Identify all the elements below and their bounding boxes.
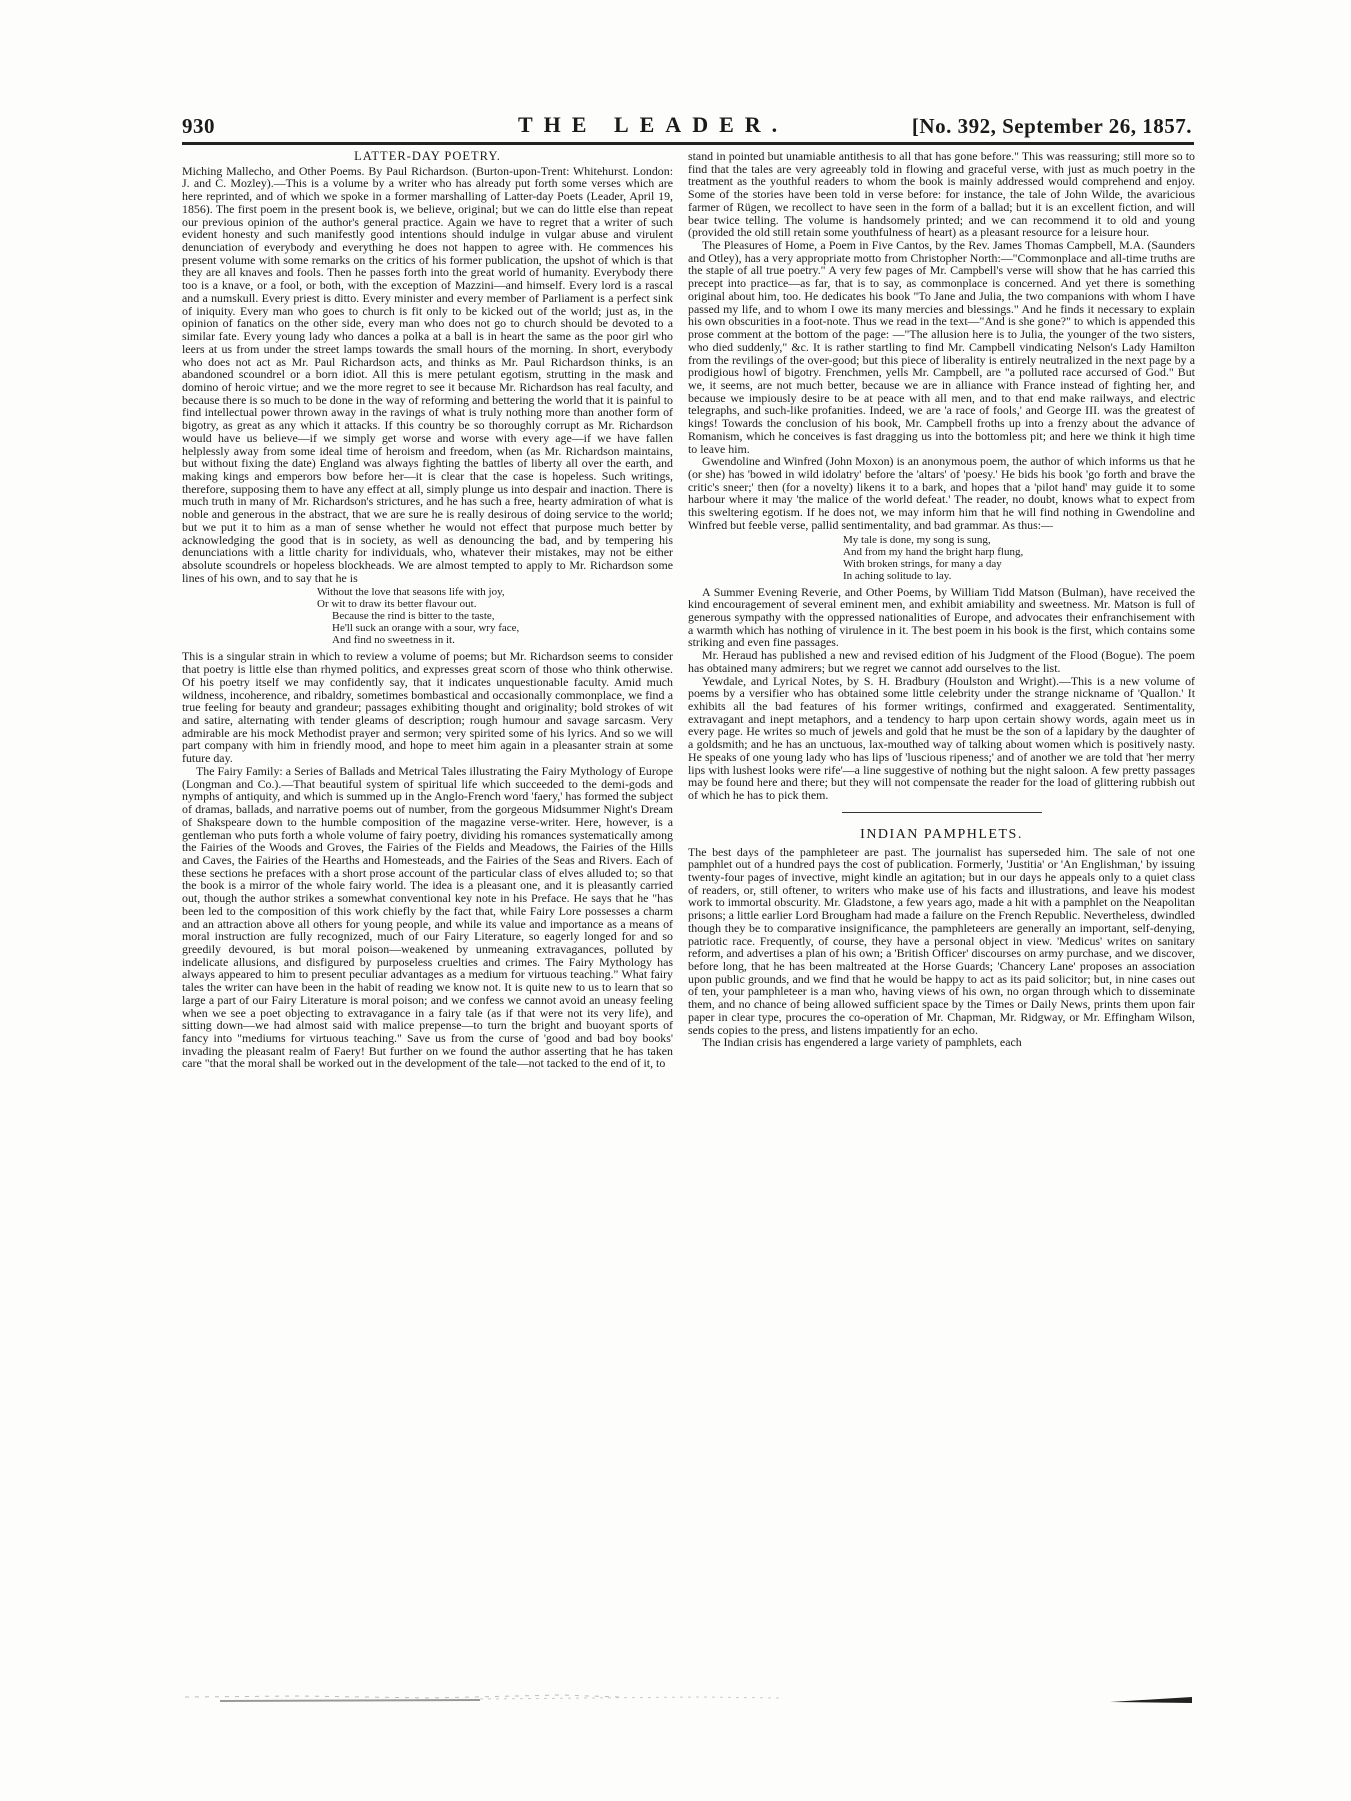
section-heading-latter-day-poetry: LATTER-DAY POETRY. [354,150,501,163]
section-heading-indian-pamphlets: INDIAN PAMPHLETS. [860,826,1023,842]
verse-line: And find no sweetness in it. [332,634,455,647]
verse-line: Because the rind is bitter to the taste, [332,610,495,623]
newspaper-title: THE LEADER. [518,112,789,137]
right-column [688,150,1195,1585]
article-indian-pamphlets: The best days of the pamphleteer are past. The journalist has superseded him. The sale of not one pamphlet out of a hundred pays the cost of publication. Formerly, 'Justitia' or 'An Englishman,' by issuing twenty-four pages of invective, might kindle an agitation; but in our days he appeals only to a quiet class of readers, or, still oftener, to writers who make use of his facts and illustrations, and leave his modest work to immortal obscurity. Mr. Gladstone, a few years ago, made a hit with a pamphlet on the Neapolitan prisons; a little earlier Lord Brougham had made a failure on the French Republic. Nevertheless, dwindled though they be to comparative insignificance, the pamphleteers are generally an important, self-denying, patriotic race. Frequently, of course, they have a personal object in view. 'Medicus' writes on sanitary reform, and advertises a plan of his own; a 'British Officer' discourses on army purchase, and we discover, before long, that he has been maltreated at the Horse Guards; 'Chancery Lane' proposes an association upon public grounds, and we find that he would be happy to act as its paid solicitor; but, in nine cases out of ten, your pamphleteer is a man who, having views of his own, no organ through which to disseminate them, and no chance of being allowed sufficient space by the Times or Daily News, prints them upon fair paper in clear type, procures the co-operation of Mr. Chapman, Mr. Ridgway, or Mr. Effingham Wilson, sends copies to the press, and listens impatiently for an echo. [688,844,1195,1037]
page-number: 930 [182,114,215,138]
verse-line: With broken strings, for many a day [843,557,1002,570]
review-fairy-family-continued: stand in pointed but unamiable antithesis to all that has gone before." This was reassuring; still more so to find that the tales are very agreeably told in flowing and graceful verse, with just as much poetry in the treatment as the youthful readers to whom the book is mainly addressed would comprehend and enjoy. Some of the stories have been told in verse before: for instance, the tale of John Wilde, the avaricious farmer of Rügen, we recollect to have seen in the form of a ballad; but it is an excellent fiction, and will bear twice telling. The volume is handsomely printed; and we can recommend it to old and young (provided the old still retain some youthfulness of heart) as a pleasant resource for a leisure hour. [688,150,1195,240]
verse-line: In aching solitude to lay. [843,569,952,582]
verse-line: Or wit to draw its better flavour out. [317,598,477,611]
verse-line: And from my hand the bright harp flung, [843,545,1024,558]
scan-artifact-streak [180,1685,1195,1705]
masthead [182,112,1192,142]
verse-line: My tale is done, my song is sung, [843,533,991,546]
review-miching-mallecho: Miching Mallecho, and Other Poems. By Paul Richardson. (Burton-upon-Trent: Whitehurst. London: J. and C. Mozley).—This is a volume by a writer who has already put forth some verses which are here reprinted, and of which we spoke in a former marshalling of Latter-day Poets (Leader, April 19, 1856). The first poem in the present book is, we believe, original; but we can do little else than repeat our previous opinion of the author's general practice. Again we have to regret that a writer of such evident honesty and such manifestly good intentions should indulge in vulgar abuse and virulent denunciation of everybody and everything he does not happen to agree with. He commences his present volume with some remarks on the critics of his former publication, the upshot of which is that they are all knaves and fools. Then he passes forth into the great world of humanity. Everybody there too is a knave, or a fool, or both, with the exception of Mazzini—and himself. Every lord is a rascal and a numskull. Every priest is ditto. Every minister and every member of Parliament is a perfect sink of iniquity. Every man who goes to church is fit only to be kicked out of the world; just as, in the opinion of fanatics on the other side, every man who does not go to church should be devoted to a similar fate. Every young lady who dances a polka at a ball is in heart the same as the poor girl who leers at us from under the street lamps towards the small hours of the morning. In short, everybody who does not act as Mr. Paul Richardson acts, and thinks as Mr. Paul Richardson thinks, is an abandoned scoundrel or a born idiot. All this is mere petulant egotism, strutting in the mask and domino of heroic virtue; and we the more regret to see it because Mr. Richardson has real faculty, and because there is so much to be done in the way of reforming and bettering the world that it is painful to find intellectual power thrown away in the ravings of what is truly nothing more than another form of bigotry, as great as any which it attacks. If this country be so thoroughly corrupt as Mr. Richardson would have us believe—if we simply get worse and worse with every age—if we have fallen helplessly away from some ideal time of heroism and freedom, when (as Mr. Richardson maintains, but without fixing the date) England was always fighting the battles of liberty all over the earth, and making kings and emperors bow before her—it is clear that the case is hopeless. Such writings, therefore, supposing them to have any effect at all, simply plunge us into despair and inaction. There is much truth in many of Mr. Richardson's strictures, and he has such a free, hearty admiration of what is noble and generous in the abstract, that we are sure he is really desirous of doing service to the world; but we put it to him as a man of sense whether he would not effect that purpose much better by acknowledging the good that is in society, as well as denouncing the bad, and by tempering his denunciations with a little charity for individuals, who, whatever their mistakes, may not be either absolute scoundrels or hopeless blockheads. We are almost tempted to apply to Mr. Richardson some lines of his own, and to say that he is [182,163,673,585]
section-divider [842,812,1042,813]
review-judgment-of-the-flood: Mr. Heraud has published a new and revised edition of his Judgment of the Flood (Bogue). The poem has obtained many admirers; but we regret we cannot add ourselves to the list. [688,648,1195,675]
article-indian-pamphlets-continued: The Indian crisis has engendered a large variety of pamphlets, each [702,1035,1022,1050]
left-column [182,150,673,1585]
review-richardson-conclusion: This is a singular strain in which to review a volume of poems; but Mr. Richardson seems to consider that poetry is little else than rhymed politics, and expresses great scorn of those who think otherwise. Of his poetry itself we may confidently say, that it indicates unquestionable faculty. Amid much wildness, incoherence, and ribaldry, sometimes bombastical and occasionally commonplace, we find a true feeling for beauty and grandeur; passages exhibiting thought and originality; bold strokes of wit and satire, alternating with tender gleams of description; rough humour and savage sarcasm. Very admirable are his mock Methodist prayer and sermon; very spirited some of his lyrics. And so we will part company with him in friendly mood, and hope to meet him again in a pleasanter strain at some future day. [182,649,673,766]
review-yewdale: Yewdale, and Lyrical Notes, by S. H. Bradbury (Houlston and Wright).—This is a new volume of poems by a versifier who has obtained some little celebrity under the strange nickname of 'Quallon.' It exhibits all the bad features of his former writings, confirmed and exaggerated. Sentimentality, extravagant and inept metaphors, and a tendency to harp upon certain showy words, again meet us in every page. He writes so much of jewels and gold that he must be the son of a lapidary by the daughter of a goldsmith; and he has an unctuous, lax-mouthed way of talking about women which is positively nasty. He speaks of one young lady who has lips of 'luscious ripeness;' and of another we are told that 'her merry lips with lushest looks were rife'—a line suggestive of nothing but the night saloon. A few pretty passages may be found here and there; but they will not compensate the reader for the load of glittering rubbish out of which he has to pick them. [688,673,1195,803]
issue-date: [No. 392, September 26, 1857. [911,114,1192,138]
verse-line: Without the love that seasons life with joy, [317,586,505,599]
quoted-verse-gwendoline [688,534,1195,582]
review-summer-evening-reverie: A Summer Evening Reverie, and Other Poems, by William Tidd Matson (Bulman), have received the kind encouragement of several eminent men, and exhibit amiability and sweetness. Mr. Matson is full of generous sympathy with the oppressed nationalities of Europe, and advocates their enfranchisement with a warmth which has nothing of virulence in it. The best poem in his book is the first, which contains some striking and even fine passages. [688,584,1195,650]
quoted-verse-richardson [182,586,673,646]
review-fairy-family: The Fairy Family: a Series of Ballads and Metrical Tales illustrating the Fairy Mythology of Europe (Longman and Co.).—That beautiful system of spiritual life which succeeded to the demi-gods and nymphs of antiquity, and which is summed up in the Anglo-French word 'faery,' has formed the subject of dramas, ballads, and narrative poems out of number, from the gorgeous Midsummer Night's Dream of Shakspeare down to the humble composition of the magazine verse-writer. Here, however, is a gentleman who puts forth a whole volume of fairy poetry, dividing his romances systematically among the Fairies of the Woods and Groves, the Fairies of the Fields and Meadows, the Fairies of the Hills and Caves, the Fairies of the Hearths and Homesteads, and the Fairies of the Seas and Rivers. Each of these sections he prefaces with a short prose account of the particular class of elves alluded to; so that the book is a mirror of the whole fairy world. The idea is a pleasant one, and it is pleasantly carried out, though the author strikes a somewhat conventional key note in his Preface. He says that he "has been led to the composition of this work chiefly by the fact that, while Fairy Lore possesses a charm and an attraction above all others for young people, and while its value and importance as a means of moral instruction are fully recognized, much of our Fairy Literature, so eagerly longed for and so greedily devoured, is but moral poison—weakened by unmeaning extravagances, polluted by indelicate allusions, and disfigured by purposeless cruelties and crimes. The Fairy Mythology has always appeared to him to present peculiar advantages as a medium for virtuous teaching." What fairy tales the writer can have been in the habit of reading we know not. It is quite new to us to learn that so large a part of our Fairy Literature is moral poison; and we confess we cannot avoid an uneasy feeling when we see a poet objecting to extravagance in a fairy tale (as if that were not its very life), and sitting down—we had almost said with malice prepense—to turn the bright and buoyant sports of fancy into "mediums for virtuous teaching." Save us from the curse of 'good and bad boy books' invading the pleasant realm of Faery! But further on we found the author asserting that he has taken care "that the moral shall be worked out in the development of the tale—not tacked to the end of it, to [182,763,673,1071]
review-gwendoline-and-winfred: Gwendoline and Winfred (John Moxon) is an anonymous poem, the author of which informs us that he (or she) has 'bowed in wild idolatry' before the 'altars' of 'poesy.' He bids his book 'go forth and brave the critic's sneer;' then (for a novelty) likens it to a bark, and hopes that a 'pilot hand' may guide it to some harbour where it may 'the malice of the world defeat.' The reader, no doubt, knows what to expect from this sweltering egotism. If he does not, we may inform him that he will find nothing in Gwendoline and Winfred but feeble verse, pallid sentimentality, and bad grammar. As thus:— [688,454,1195,532]
verse-line: He'll suck an orange with a sour, wry face, [332,622,520,635]
review-pleasures-of-home: The Pleasures of Home, a Poem in Five Cantos, by the Rev. James Thomas Campbell, M.A. (Saunders and Otley), has a very appropriate motto from Christopher North:—"Commonplace and all-time truths are the staple of all true poetry." A very few pages of Mr. Campbell's verse will show that he has carried this precept into practice—as far, that is to say, as commonplace is concerned. And yet there is something original about him, too. He dedicates his book "To Jane and Julia, the two companions with whom I have passed my life, and to whom I owe its many mercies and blessings." And he finds it necessary to explain his own obscurities in a foot-note. Thus we read in the text—"And is she gone?" to which is appended this prose comment at the bottom of the page: —"The allusion here is to Julia, the younger of the two sisters, who died suddenly," &c. It is rather startling to find Mr. Campbell vindicating Nelson's Lady Hamilton from the revilings of the over-good; but this piece of liberality is entirely neutralized in the next page by a prodigious howl of bigotry. Frenchmen, yells Mr. Campbell, are "a polluted race accursed of God." But we, it seems, are not much better, because we are in alliance with France instead of fighting her, and because we impiously desire to be at peace with all men, and to that end make railways, and electric telegraphs, and such-like profanities. Indeed, we are 'a race of fools,' and George III. was the greatest of kings! Towards the conclusion of his book, Mr. Campbell froths up into a frenzy about the advance of Romanism, which he conceives is fast dragging us into the bottomless pit; and here we think it high time to leave him. [688,238,1195,456]
header-rule [182,142,1194,145]
